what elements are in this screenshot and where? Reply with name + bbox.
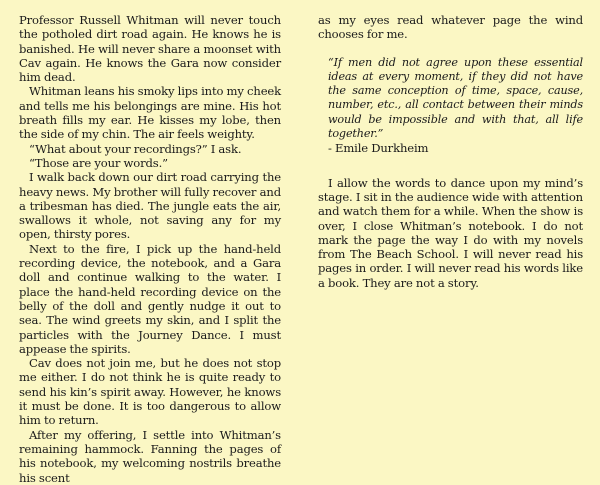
paragraph: I allow the words to dance upon my mind’s stage. I sit in the audience wide with attention and watch them for a while. When the show is over, I close Whitman’s notebook. I do not mark the page the way I do with my novels from The Beach School. I will never read his pages in order. I will never read his words like a book. They are not a story. <box>318 175 583 290</box>
dialogue-line: “Those are your words.” <box>29 155 168 170</box>
right-page-text <box>318 13 583 290</box>
paragraph: After my offering, I settle into Whitman’s remaining hammock. Fanning the pages of his notebook, my welcoming nostrils breathe his scent <box>19 427 281 485</box>
paragraph: Whitman leans his smoky lips into my cheek and tells me his belongings are mine. His hot breath fills my ear. He kisses my lobe, then the side of my chin. The air feels weighty. <box>19 84 281 142</box>
dialogue-line: “What about your recordings?” I ask. <box>29 141 242 156</box>
epigraph-quote: “If men did not agree upon these essential ideas at every moment, if they did not have the same conception of time, space, cause, number, etc., all contact between their minds would be impossible and with that, all life together.” <box>328 55 583 141</box>
paragraph: Cav does not join me, but he does not stop me either. I do not think he is quite ready to send his kin’s spirit away. However, he knows it must be done. It is too dangerous to allow him to return. <box>19 356 281 428</box>
paragraph: Next to the fire, I pick up the hand-held recording device, the notebook, and a Gara doll and continue walking to the water. I place the hand-held recording device on the belly of the doll and gently nudge it out to sea. The wind greets my skin, and I split the particles with the Journey Dance. I must appease the spirits. <box>19 241 281 356</box>
left-page-text <box>19 13 281 485</box>
quote-attribution: - Emile Durkheim <box>328 141 429 156</box>
paragraph-continuation: as my eyes read whatever page the wind chooses for me. <box>318 13 583 42</box>
paragraph: Professor Russell Whitman will never touch the potholed dirt road again. He knows he is banished. He will never share a moonset with Cav again. He knows the Gara now consider him dead. <box>19 13 281 85</box>
paragraph: I walk back down our dirt road carrying the heavy news. My brother will fully recover and a tribesman has died. The jungle eats the air, swallows it whole, not saving any for my open, thirsty pores. <box>19 170 281 242</box>
